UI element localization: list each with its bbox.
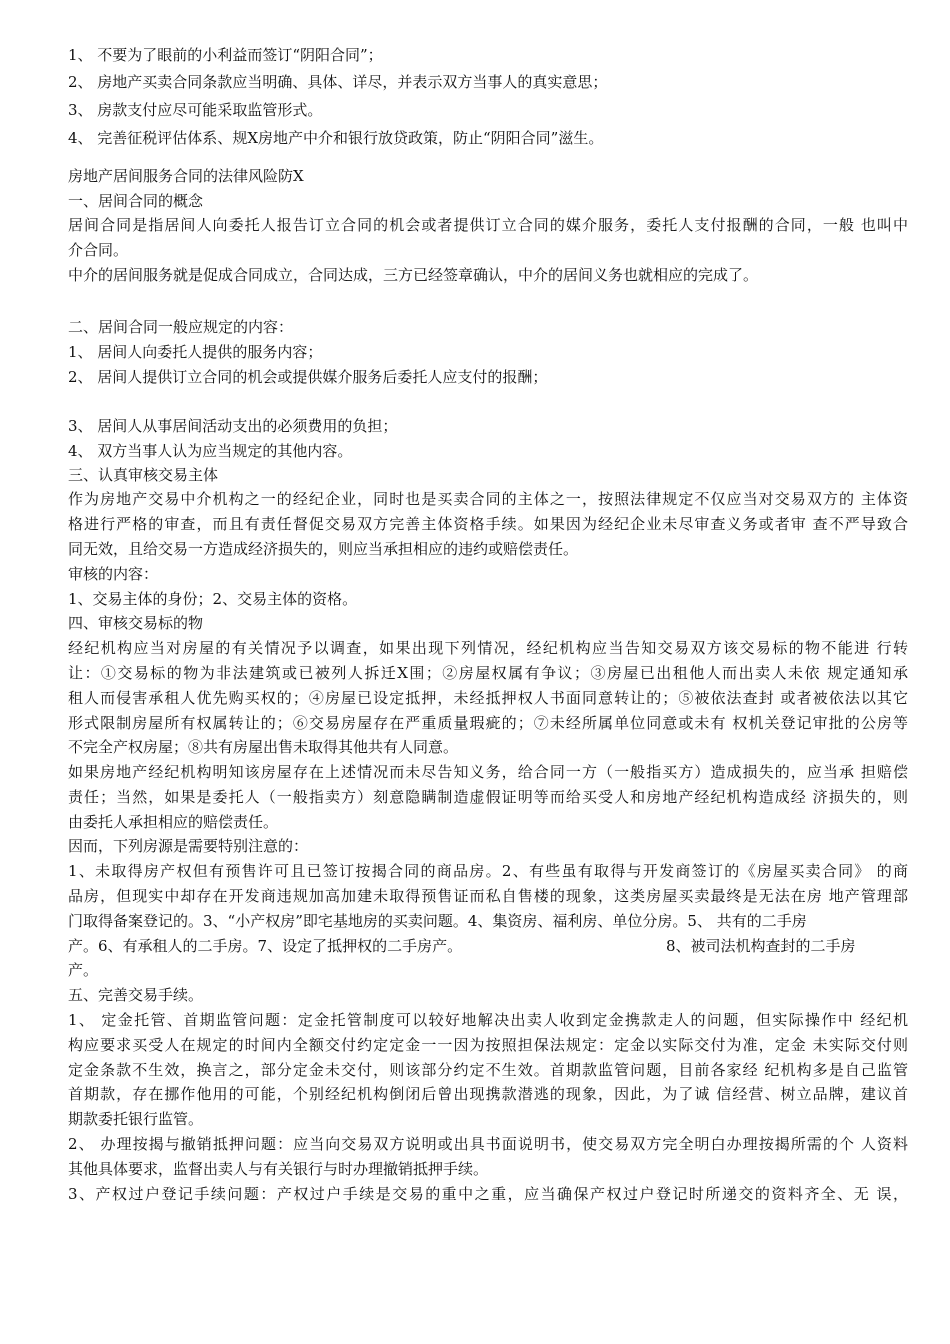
paragraph-line: 形式限制房屋所有权属转让的；⑥交易房屋存在严重质量瑕疵的；⑦未经所属单位同意或未有 权机关登记审批的公房等 xyxy=(68,714,908,732)
paragraph-line: 1、交易主体的身份；2、交易主体的资格。 xyxy=(68,590,358,608)
paragraph-line: 让：①交易标的物为非法建筑或已被列人拆迁Ⅹ围；②房屋权属有争议；③房屋已出租他人而出卖人未依 规定通知承 xyxy=(68,664,908,682)
paragraph-line: 品房，但现实中却存在开发商违规加高加建未取得预售证而私自售楼的现象，这类房屋买卖最终是无法在房 地产管理部 xyxy=(68,887,908,905)
paragraph-line: 如果房地产经纪机构明知该房屋存在上述情况而未尽告知义务，给合同一方（一般指买方）造成损失的，应当承 担赔偿 xyxy=(68,763,908,781)
paragraph-line: 3、 房款支付应尽可能采取监管形式。 xyxy=(68,101,323,119)
list-item: 3、 居间人从事居间活动支出的必须费用的负担； xyxy=(68,417,398,435)
paragraph-line: 责任；当然，如果是委托人（一般指卖方）刻意隐瞒制造虚假证明等而给买受人和房地产经纪机构造成经 济损失的，则 xyxy=(68,788,908,806)
paragraph-line: 2、 办理按揭与撤销抵押问题：应当向交易双方说明或出具书面说明书，使交易双方完全明白办理按揭所需的个 人资料 xyxy=(68,1135,908,1153)
paragraph-line: 介合同。 xyxy=(68,241,129,259)
paragraph-line: 中介的居间服务就是促成合同成立，合同达成，三方已经签章确认，中介的居间义务也就相应的完成了。 xyxy=(68,266,759,284)
paragraph-fragment: 产。6、有承租人的二手房。7、设定了抵押权的二手房产。 xyxy=(68,937,463,955)
paragraph-line: 同无效，且给交易一方造成经济损失的，则应当承担相应的违约或赔偿责任。 xyxy=(68,540,579,558)
paragraph-line: 由委托人承担相应的赔偿责任。 xyxy=(68,813,279,831)
section-heading: 一、居间合同的概念 xyxy=(68,192,204,210)
paragraph-line: 审核的内容： xyxy=(68,565,159,583)
section-heading: 三、认真审核交易主体 xyxy=(68,466,219,484)
paragraph-line: 4、 完善征税评估体系、规Ⅹ房地产中介和银行放贷政策，防止“阴阳合同”滋生。 xyxy=(68,129,604,147)
paragraph-line: 首期款，存在挪作他用的可能，个别经纪机构倒闭后曾出现携款潜逃的现象，因此，为了诚 信经营、树立品牌，建议首 xyxy=(68,1085,908,1103)
paragraph-line: 产。 xyxy=(68,961,99,979)
paragraph-line: 作为房地产交易中介机构之一的经纪企业，同时也是买卖合同的主体之一，按照法律规定不仅应当对交易双方的 主体资 xyxy=(68,490,908,508)
paragraph-line: 定金条款不生效，换言之，部分定金未交付，则该部分约定不生效。首期款监管问题，目前各家经 纪机构多是自己监管 xyxy=(68,1061,908,1079)
paragraph-line: 其他具体要求，监督出卖人与有关银行与时办理撤销抵押手续。 xyxy=(68,1160,489,1178)
paragraph-line: 期款委托银行监管。 xyxy=(68,1110,204,1128)
paragraph-line: 租人而侵害承租人优先购买权的；④房屋已设定抵押，未经抵押权人书面同意转让的；⑤被依法查封 或者被依法以其它 xyxy=(68,689,908,707)
paragraph-line: 3、产权过户登记手续问题：产权过户手续是交易的重中之重，应当确保产权过户登记时所递交的资料齐全、无 误， xyxy=(68,1185,908,1203)
paragraph-line: 2、 房地产买卖合同条款应当明确、具体、详尽，并表示双方当事人的真实意思； xyxy=(68,73,608,91)
paragraph-line: 经纪机构应当对房屋的有关情况予以调查，如果出现下列情况，经纪机构应当告知交易双方该交易标的物不能进 行转 xyxy=(68,639,908,657)
paragraph-line: 1、 定金托管、首期监管问题：定金托管制度可以较好地解决出卖人收到定金携款走人的问题，但实际操作中 经纪机 xyxy=(68,1011,908,1029)
paragraph-line: 门取得备案登记的。3、“小产权房”即宅基地房的买卖问题。4、集资房、福利房、单位分房。5、 共有的二手房 xyxy=(68,912,807,930)
section-heading: 五、完善交易手续。 xyxy=(68,986,204,1004)
paragraph-line: 不完全产权房屋；⑧共有房屋出售未取得其他共有人同意。 xyxy=(68,738,459,756)
section-heading: 房地产居间服务合同的法律风险防Ⅹ xyxy=(68,167,304,185)
section-heading: 四、审核交易标的物 xyxy=(68,614,204,632)
paragraph-line: 居间合同是指居间人向委托人报告订立合同的机会或者提供订立合同的媒介服务，委托人支付报酬的合同，一般 也叫中 xyxy=(68,216,908,234)
section-heading: 二、居间合同一般应规定的内容： xyxy=(68,318,294,336)
paragraph-fragment: 8、被司法机构查封的二手房 xyxy=(666,937,856,955)
paragraph-line: 构应要求买受人在规定的时间内全额交付约定定金一一因为按照担保法规定：定金以实际交付为准，定金 未实际交付则 xyxy=(68,1036,908,1054)
list-item: 2、 居间人提供订立合同的机会或提供媒介服务后委托人应支付的报酬； xyxy=(68,368,548,386)
paragraph-line: 因而，下列房源是需要特别注意的： xyxy=(68,837,309,855)
paragraph-line: 格进行严格的审查，而且有责任督促交易双方完善主体资格手续。如果因为经纪企业未尽审查义务或者审 查不严导致合 xyxy=(68,515,908,533)
paragraph-line: 1、 不要为了眼前的小利益而签订“阴阳合同”； xyxy=(68,46,383,64)
paragraph-line: 1、未取得房产权但有预售许可且已签订按揭合同的商品房。2、有些虽有取得与开发商签订的《房屋买卖合同》 的商 xyxy=(68,862,908,880)
list-item: 1、 居间人向委托人提供的服务内容； xyxy=(68,343,323,361)
list-item: 4、 双方当事人认为应当规定的其他内容。 xyxy=(68,442,353,460)
